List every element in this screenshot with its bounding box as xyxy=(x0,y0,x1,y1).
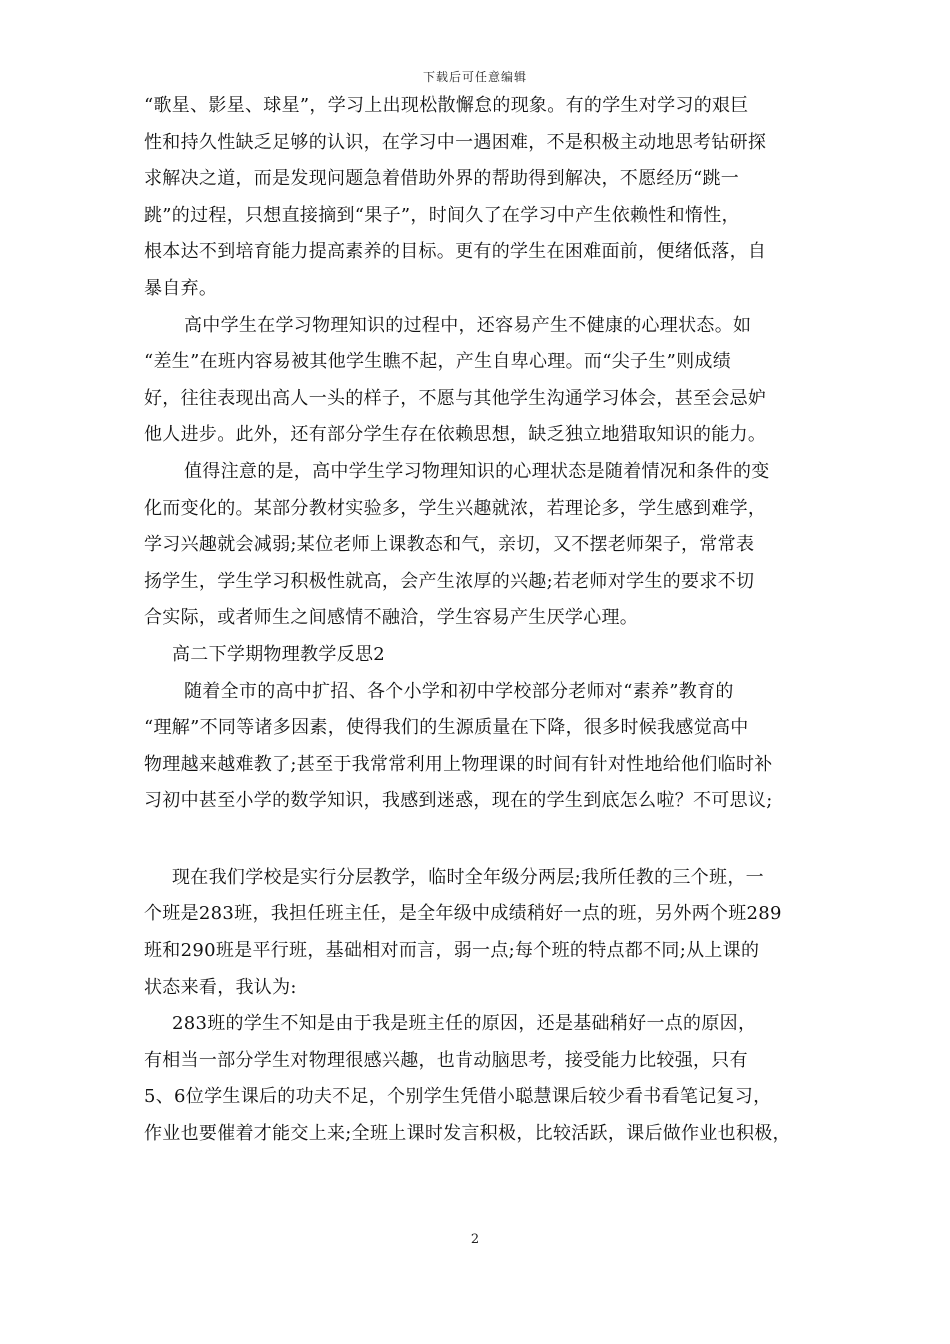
text-line: 跳”的过程，只想直接摘到“果子”，时间久了在学习中产生依赖性和惰性， xyxy=(144,204,740,226)
text-line: 求解决之道，而是发现问题急着借助外界的帮助得到解决，不愿经历“跳一 xyxy=(144,168,740,190)
text-line: 性和持久性缺乏足够的认识，在学习中一遇困难，不是积极主动地思考钻研探 xyxy=(144,131,767,153)
text-line: 值得注意的是，高中学生学习物理知识的心理状态是随着情况和条件的变 xyxy=(184,460,770,482)
text-line: 班和290班是平行班，基础相对而言，弱一点;每个班的特点都不同;从上课的 xyxy=(144,940,760,962)
text-line: 现在我们学校是实行分层教学，临时全年级分两层;我所任教的三个班，一 xyxy=(172,866,764,888)
text-line: 物理越来越难教了;甚至于我常常利用上物理课的时间有针对性地给他们临时补 xyxy=(144,753,773,775)
text-line: 合实际，或者师生之间感情不融洽，学生容易产生厌学心理。 xyxy=(144,607,639,629)
text-line: 他人进步。此外，还有部分学生存在依赖思想，缺乏独立地猎取知识的能力。 xyxy=(144,424,767,446)
document-body xyxy=(144,88,812,1153)
text-line: 随着全市的高中扩招、各个小学和初中学校部分老师对“素养”教育的 xyxy=(184,680,734,702)
page-header: 下载后可任意编辑 xyxy=(422,70,527,84)
text-line: 作业也要催着才能交上来;全班上课时发言积极，比较活跃，课后做作业也积极， xyxy=(144,1123,791,1145)
text-line: 习初中甚至小学的数学知识，我感到迷惑，现在的学生到底怎么啦？不可思议; xyxy=(144,790,773,812)
text-line: 扬学生，学生学习积极性就高，会产生浓厚的兴趣;若老师对学生的要求不切 xyxy=(144,570,755,592)
text-line: 5、6位学生课后的功夫不足，个别学生凭借小聪慧课后较少看书看笔记复习， xyxy=(144,1086,772,1108)
text-line: 根本达不到培育能力提高素养的目标。更有的学生在困难面前，便绪低落，自 xyxy=(144,241,767,263)
text-line: “差生”在班内容易被其他学生瞧不起，产生自卑心理。而“尖子生”则成绩 xyxy=(144,351,732,373)
text-line: 个班是283班，我担任班主任，是全年级中成绩稍好一点的班，另外两个班289 xyxy=(144,903,782,925)
text-line: 283班的学生不知是由于我是班主任的原因，还是基础稍好一点的原因， xyxy=(172,1013,757,1035)
paragraph-gap xyxy=(144,820,812,860)
text-line: 有相当一部分学生对物理很感兴趣，也肯动脑思考，接受能力比较强，只有 xyxy=(144,1049,748,1071)
page-number: 2 xyxy=(470,1232,480,1247)
section-heading: 高二下学期物理教学反思2 xyxy=(172,643,386,665)
text-line: 高中学生在学习物理知识的过程中，还容易产生不健康的心理状态。如 xyxy=(184,314,752,336)
text-line: 暴自弃。 xyxy=(144,277,218,299)
text-line: “理解”不同等诸多因素，使得我们的生源质量在下降，很多时候我感觉高中 xyxy=(144,717,749,739)
text-line: 化而变化的。某部分教材实验多，学生兴趣就浓，若理论多，学生感到难学， xyxy=(144,497,767,519)
text-line: 状态来看，我认为: xyxy=(144,976,297,998)
text-line: 好，往往表现出高人一头的样子，不愿与其他学生沟通学习体会，甚至会忌妒 xyxy=(144,387,767,409)
text-line: 学习兴趣就会减弱;某位老师上课教态和气，亲切，又不摆老师架子，常常表 xyxy=(144,534,755,556)
text-line: “歌星、影星、球星”，学习上出现松散懈怠的现象。有的学生对学习的艰巨 xyxy=(144,95,749,116)
